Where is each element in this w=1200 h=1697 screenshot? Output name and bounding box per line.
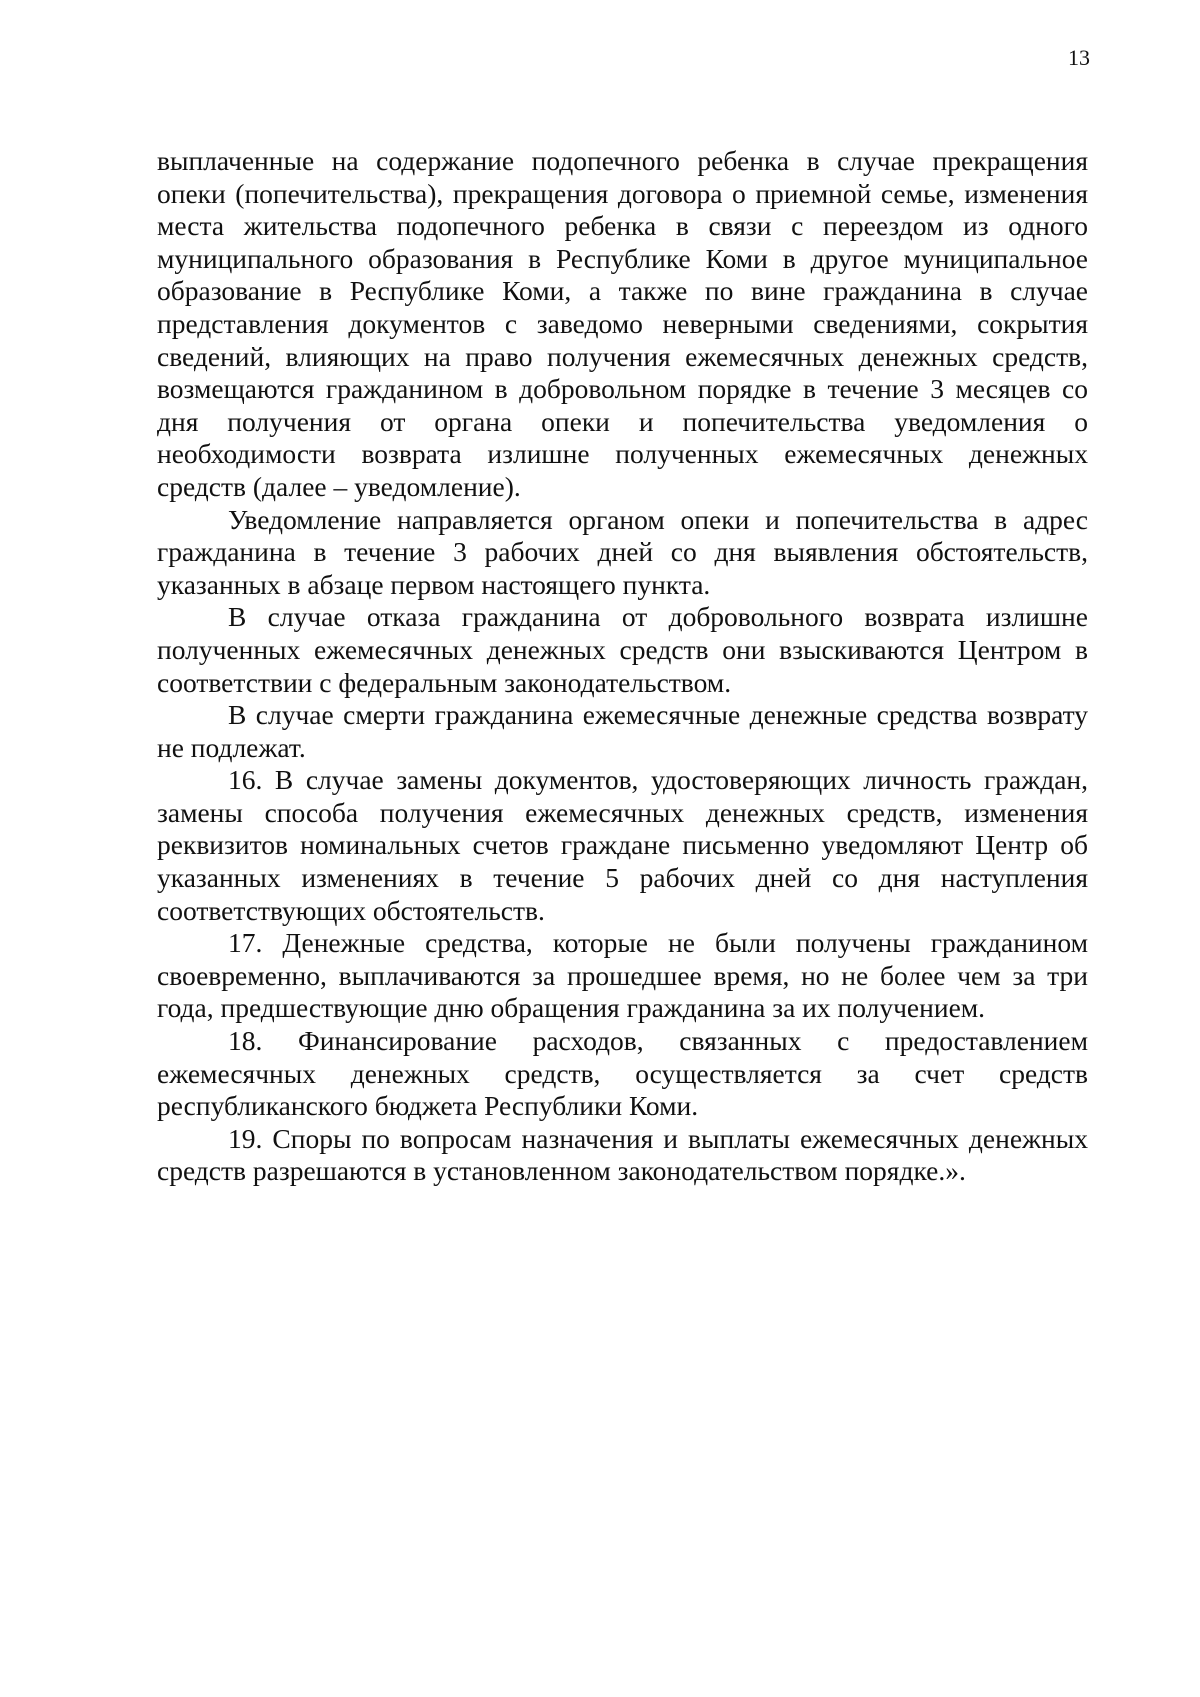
paragraph-item-18: 18. Финансирование расходов, связанных с предоставлением ежемесячных денежных средств, осуществляется за счет средств республиканского бюджета Республики Коми. — [157, 1025, 1088, 1122]
page-number: 13 — [1068, 45, 1090, 70]
paragraph-continuation: выплаченные на содержание подопечного ребенка в случае прекращения опеки (попечительства), прекращения договора о приемной семье, изменения места жительства подопечного ребенка в связи с переездом из одного муниципального образования в Республике Коми в другое муниципальное образование в Республике Коми, а также по вине гражданина в случае представления документов с заведомо неверными сведениями, сокрытия сведений, влияющих на право получения ежемесячных денежных средств, возмещаются гражданином в добровольном порядке в течение 3 месяцев со дня получения от органа опеки и попечительства уведомления о необходимости возврата излишне полученных ежемесячных денежных средств (далее – уведомление). — [157, 145, 1088, 502]
document-body — [157, 145, 1088, 1188]
paragraph-death-case: В случае смерти гражданина ежемесячные денежные средства возврату не подлежат. — [157, 699, 1088, 763]
paragraph-notice-direction: Уведомление направляется органом опеки и попечительства в адрес гражданина в течение 3 рабочих дней со дня выявления обстоятельств, указанных в абзаце первом настоящего пункта. — [157, 503, 1088, 600]
paragraph-item-16: 16. В случае замены документов, удостоверяющих личность граждан, замены способа получения ежемесячных денежных средств, изменения реквизитов номинальных счетов граждане письменно уведомляют Центр об указанных изменениях в течение 5 рабочих дней со дня наступления соответствующих обстоятельств. — [157, 764, 1088, 926]
paragraph-item-19: 19. Споры по вопросам назначения и выплаты ежемесячных денежных средств разрешаются в установленном законодательством порядке.». — [157, 1122, 1088, 1187]
paragraph-item-17: 17. Денежные средства, которые не были получены гражданином своевременно, выплачиваются за прошедшее время, но не более чем за три года, предшествующие дню обращения гражданина за их получением. — [157, 927, 1088, 1024]
paragraph-refusal-case: В случае отказа гражданина от добровольного возврата излишне полученных ежемесячных денежных средств они взыскиваются Центром в соответствии с федеральным законодательством. — [157, 601, 1088, 698]
